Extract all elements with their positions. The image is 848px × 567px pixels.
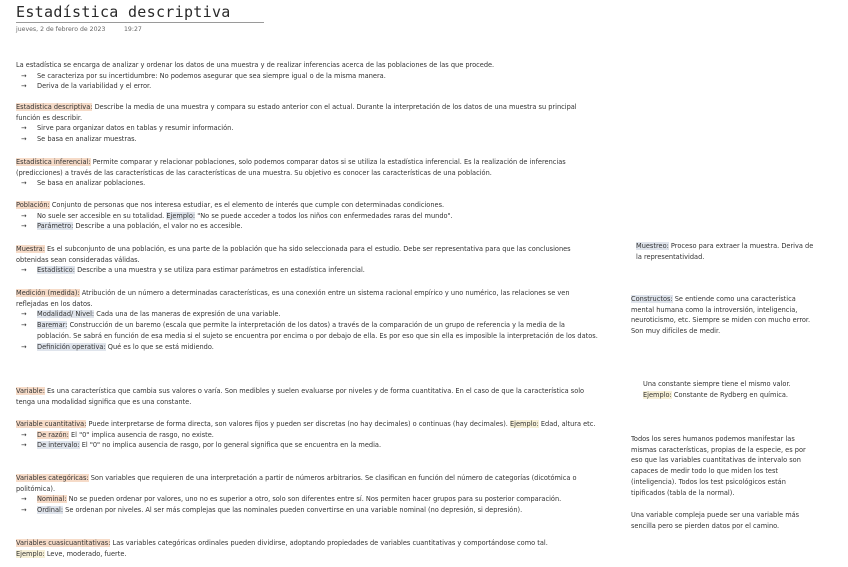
arrow-right-icon: → [21, 321, 27, 330]
cuasicuantitativas-text: Variables cuasicuantitativas: Las variables categóricas ordinales pueden dividirse, adoptando propiedades de variables cuantitativas y comportándose como tal. [16, 539, 548, 547]
term-highlight: Definición operativa: [37, 342, 106, 351]
descriptiva-text: Estadística descriptiva: Describe la media de una muestra y compara su estado anterior con el actual. Durante la interpretación de los datos de una muestra su principal función es describir. [16, 103, 577, 122]
term-highlight: Población: [16, 201, 50, 209]
intro-text: La estadística se encarga de analizar y ordenar los datos de una muestra y de realizar inferencias acerca de las poblaciones de las que procede. [16, 61, 495, 69]
term-highlight: Variable: [16, 387, 45, 395]
medicion-section[interactable] [16, 288, 600, 352]
list-item: → De intervalo: El "0" no implica ausencia de rasgo, por lo general significa que se encuentra en la media. [21, 441, 382, 450]
list-item: → Baremar: Construcción de un baremo (escala que permite la interpretación de los datos) a través de la comparación de un grupo de referencia y la media de la población. Se sabrá en función de esa media si el sujeto se encuentra por encima o por debajo de ella. Es por eso que sin ella es imposible la interpretación de los datos. [21, 321, 598, 340]
inferencial-section[interactable] [16, 157, 600, 189]
arrow-right-icon: → [21, 342, 27, 351]
term-highlight: Estadística inferencial: [16, 158, 91, 166]
arrow-right-icon: → [21, 506, 27, 515]
term-highlight: Parámetro: [37, 222, 74, 231]
term-highlight: Variables categóricas: [16, 474, 89, 482]
arrow-right-icon: → [21, 222, 27, 231]
term-highlight: De razón: [37, 430, 69, 439]
term-highlight: Nominal: [37, 495, 67, 504]
inferencial-text: Estadística inferencial: Permite comparar y relacionar poblaciones, solo podemos comparar datos si se utiliza la estadística inferencial. Es la realización de inferencias (predicciones) a través de las características de las características de una muestra. Su objetivo es conocer las características de una población. [16, 158, 566, 177]
list-item: → Se basa en analizar muestras. [21, 135, 137, 144]
list-item: → Ordinal: Se ordenan por niveles. Al ser más complejas que las nominales pueden convertirse en una variable nominal (no depresión, si depresión). [21, 506, 523, 515]
list-item: → Deriva de la variabilidad y el error. [21, 82, 152, 91]
categoricas-section[interactable] [16, 473, 600, 516]
term-highlight: Constructos: [631, 295, 673, 303]
intro-section[interactable] [16, 60, 600, 92]
cuasicuantitativas-section[interactable] [16, 538, 600, 559]
term-highlight: Ejemplo: [166, 211, 196, 220]
term-highlight: Ordinal: [37, 506, 64, 515]
list-item: → Modalidad/ Nivel: Cada una de las maneras de expresión de una variable. [21, 310, 281, 319]
arrow-right-icon: → [21, 310, 27, 319]
list-item: → Definición operativa: Qué es lo que se está midiendo. [21, 342, 214, 351]
arrow-right-icon: → [21, 430, 27, 439]
page-title[interactable]: Estadística descriptiva [16, 3, 231, 21]
cuasicuantitativas-example: Ejemplo: Leve, moderado, fuerte. [16, 549, 127, 558]
muestra-text: Muestra: Es el subconjunto de una población, es una parte de la población que ha sido seleccionada para el estudio. Debe ser representativa para que las conclusiones obtenidas sean consideradas válidas. [16, 245, 571, 264]
cuantitativa-text: Variable cuantitativa: Puede interpretarse de forma directa, son valores fijos y pueden ser discretas (no hay decimales) o continuas (hay decimales). Ejemplo: Edad, altura etc. [16, 420, 596, 428]
term-highlight: De intervalo: [37, 441, 80, 450]
arrow-right-icon: → [21, 135, 27, 144]
compleja-note[interactable]: Una variable compleja puede ser una variable más sencilla pero se pierden datos por el camino. [631, 511, 800, 530]
list-item: → Sirve para organizar datos en tablas y resumir información. [21, 124, 234, 133]
list-item: → De razón: El "0" implica ausencia de rasgo, no existe. [21, 430, 214, 439]
variable-section[interactable] [16, 386, 600, 407]
arrow-right-icon: → [21, 266, 27, 275]
list-item: → Se basa en analizar poblaciones. [21, 179, 146, 188]
constructos-note[interactable]: Constructos: Se entiende como una característica mental humana como la introversión, inteligencia, neuroticismo, etc. Siempre se miden con mucho error. Son muy difíciles de medir. [631, 295, 811, 336]
humanos-note[interactable]: Todos los seres humanos podemos manifestar las mismas características, propias de la especie, es por eso que las variables cuantitativas de intervalo son capaces de medir todo lo que miden los test (inteligencia). Todos los test psicológicos están tipificados (tabla de la normal). [631, 435, 806, 497]
arrow-right-icon: → [21, 495, 27, 504]
muestreo-note[interactable]: Muestreo: Proceso para extraer la muestra. Deriva de la representatividad. [636, 242, 814, 261]
term-highlight: Ejemplo: [16, 549, 45, 558]
descriptiva-section[interactable] [16, 102, 600, 145]
arrow-right-icon: → [21, 441, 27, 450]
arrow-right-icon: → [21, 82, 27, 91]
poblacion-text: Población: Conjunto de personas que nos interesa estudiar, es el elemento de interés que cumple con determinadas condiciones. [16, 201, 445, 209]
list-item: → Nominal: No se pueden ordenar por valores, uno no es superior a otro, solo son diferentes entre sí. Nos permiten hacer grupos para su posterior comparación. [21, 495, 562, 504]
title-divider [16, 22, 264, 23]
list-item: → Estadístico: Describe a una muestra y se utiliza para estimar parámetros en estadística inferencial. [21, 266, 365, 275]
term-highlight: Variable cuantitativa: [16, 420, 87, 428]
cuantitativa-section[interactable] [16, 419, 600, 451]
arrow-right-icon: → [21, 71, 27, 80]
term-highlight: Estadístico: [37, 266, 75, 275]
term-highlight: Medición (medida): [16, 289, 80, 297]
note-date: jueves, 2 de febrero de 2023 [16, 26, 106, 33]
categoricas-text: Variables categóricas: Son variables que requieren de una interpretación a partir de números arbitrarios. Se clasifican en función del número de categorías (dicotómica o politómica). [16, 474, 577, 493]
term-highlight: Ejemplo: [643, 390, 672, 399]
term-highlight: Muestra: [16, 245, 45, 253]
term-highlight: Muestreo: [636, 242, 669, 250]
poblacion-section[interactable] [16, 200, 600, 232]
arrow-right-icon: → [21, 124, 27, 133]
term-highlight: Estadística descriptiva: [16, 103, 93, 111]
medicion-text: Medición (medida): Atribución de un número a determinadas características, es una conexión entre un sistema racional empírico y uno numérico, las relaciones se ven reflejadas en los datos. [16, 289, 570, 308]
term-highlight: Baremar: [37, 321, 68, 330]
arrow-right-icon: → [21, 211, 27, 220]
list-item: → No suele ser accesible en su totalidad. Ejemplo: "No se puede acceder a todos los niños con enfermedades raras del mundo". [21, 211, 453, 220]
note-time: 19:27 [124, 26, 142, 33]
constante-note[interactable]: Una constante siempre tiene el mismo valor. Ejemplo: Constante de Rydberg en química. [643, 380, 791, 399]
term-highlight: Variables cuasicuantitativas: [16, 539, 111, 547]
term-highlight: Ejemplo: [509, 420, 539, 428]
list-item: → Se caracteriza por su incertidumbre: No podemos asegurar que sea siempre igual o de la misma manera. [21, 71, 386, 80]
term-highlight: Modalidad/ Nivel: [37, 310, 95, 319]
muestra-section[interactable] [16, 244, 600, 276]
variable-text: Variable: Es una característica que cambia sus valores o varía. Son medibles y suelen evaluarse por niveles y de forma cuantitativa. En el caso de que la característica solo tenga una modalidad significa que es una constante. [16, 387, 585, 406]
list-item: → Parámetro: Describe a una población, el valor no es accesible. [21, 222, 243, 231]
arrow-right-icon: → [21, 179, 27, 188]
